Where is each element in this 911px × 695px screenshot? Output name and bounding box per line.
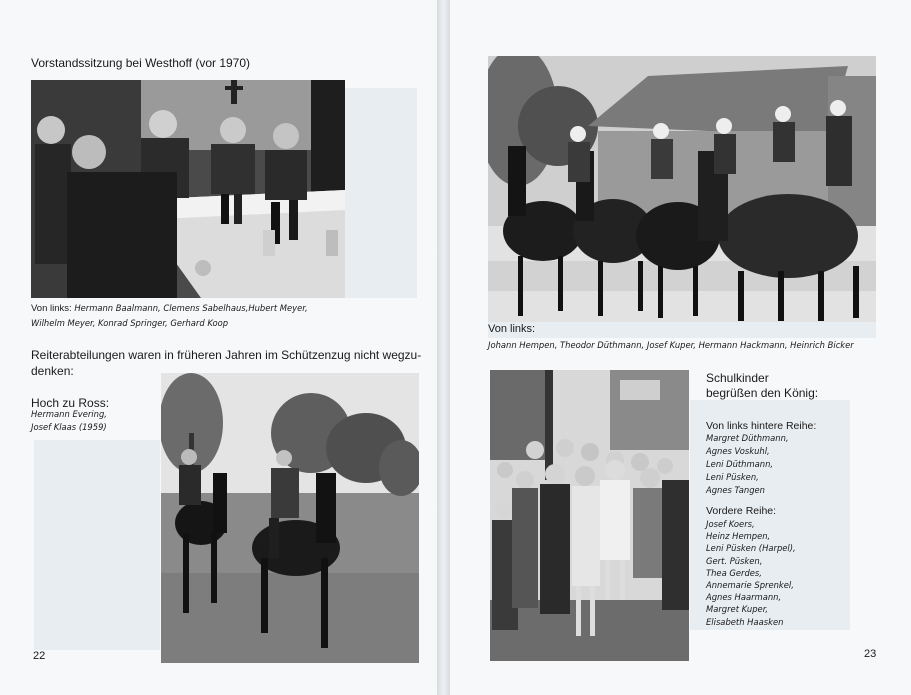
front-row-title: Vordere Reihe: — [706, 505, 777, 517]
caption-names-line2: Wilhelm Meyer, Konrad Springer, Gerhard Koop — [31, 318, 229, 328]
riders-name-1: Hermann Evering, — [31, 409, 107, 419]
front-row-name: Elisabeth Haasken — [706, 616, 784, 627]
back-row-title: Von links hintere Reihe: — [706, 420, 817, 432]
caption-intro: Von links: — [31, 303, 72, 314]
front-row-name: Heinz Hempen, — [706, 531, 771, 542]
show-through-block — [34, 440, 160, 650]
riders-photo — [161, 373, 419, 663]
riders-title: Hoch zu Ross: — [31, 396, 110, 410]
front-row-name: Annemarie Sprenkel, — [706, 580, 794, 591]
back-row-list — [706, 432, 789, 497]
caption-names-line1: Hermann Baalmann, Clemens Sabelhaus,Hubert Meyer, — [74, 303, 308, 313]
back-row-name: Agnes Voskuhl, — [706, 446, 770, 456]
body-text-line1: Reiterabteilungen waren in früheren Jahren im Schützenzug nicht wegzu- — [31, 348, 422, 362]
meeting-heading: Vorstandssitzung bei Westhoff (vor 1970) — [31, 56, 251, 70]
schoolchildren-photo — [490, 370, 689, 661]
riders-name-2: Josef Klaas (1959) — [31, 422, 107, 432]
meeting-caption — [31, 301, 308, 316]
front-row-name: Margret Kuper, — [706, 604, 769, 615]
right-page — [450, 0, 911, 695]
show-through-block — [345, 88, 417, 298]
body-text-line2: denken: — [31, 364, 74, 378]
riders-caption-names: Johann Hempen, Theodor Düthmann, Josef Kuper, Hermann Hackmann, Heinrich Bicker — [488, 340, 854, 350]
page-number-right: 23 — [864, 648, 877, 660]
show-through-block — [488, 322, 876, 338]
front-row-name: Agnes Haarmann, — [706, 592, 782, 603]
children-title-line2: begrüßen den König: — [706, 386, 819, 400]
uniform-riders-photo — [488, 56, 876, 322]
left-page — [0, 0, 437, 695]
book-spine — [437, 0, 450, 695]
front-row-name: Josef Koers, — [706, 519, 755, 529]
back-row-name: Margret Düthmann, — [706, 433, 789, 443]
front-row-name: Leni Püsken (Harpel), — [706, 543, 796, 554]
back-row-name: Agnes Tangen — [706, 485, 765, 495]
children-title-line1: Schulkinder — [706, 371, 769, 385]
back-row-name: Leni Püsken, — [706, 472, 759, 482]
riders-caption-intro: Von links: — [488, 323, 536, 335]
front-row-name: Thea Gerdes, — [706, 567, 762, 578]
front-row-name: Gert. Püsken, — [706, 555, 763, 566]
front-row-list — [706, 518, 796, 628]
page-number-left: 22 — [33, 650, 46, 662]
meeting-photo — [31, 80, 345, 298]
back-row-name: Leni Düthmann, — [706, 459, 774, 469]
